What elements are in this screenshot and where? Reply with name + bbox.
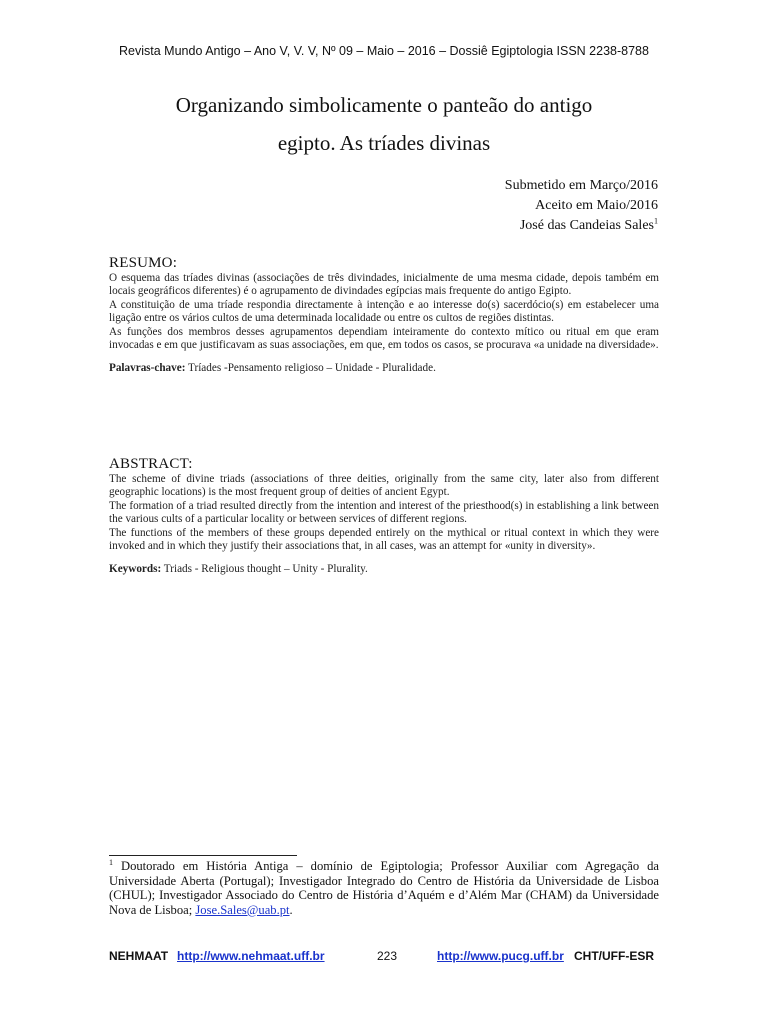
footer-link-pucg[interactable]: http://www.pucg.uff.br xyxy=(437,949,564,963)
abstract-heading: ABSTRACT: xyxy=(109,456,193,472)
resumo-heading: RESUMO: xyxy=(109,255,178,271)
resumo-paragraph-3: As funções dos membros desses agrupamentos dependiam inteiramente do contexto mítico ou ritual em que eram invocadas e em que justificavam as suas associações, em que, em todos os casos, se procurava «a unidade na diversidade». xyxy=(109,325,659,352)
footnote-email-link[interactable]: Jose.Sales@uab.pt xyxy=(195,902,290,917)
resumo-paragraph-2: A constituição de uma tríade respondia directamente à intenção e ao interesse do(s) sacerdócio(s) em estabelecer uma ligação entre os vários cultos de uma determinada localidade ou entre os cultos de regiões distintas. xyxy=(109,298,659,325)
abstract-paragraph-1: The scheme of divine triads (associations of three deities, originally from the same city, later also from different geographic locations) is the most frequent group of deities of ancient Egypt. xyxy=(109,473,659,499)
abstract-paragraph-2: The formation of a triad resulted directly from the intention and interest of the priesthood(s) in establishing a link between the various cults of a particular locality or between services of different regions. xyxy=(109,499,659,526)
resumo-keywords xyxy=(109,362,659,375)
abstract-keywords-text: Triads - Religious thought – Unity - Plurality. xyxy=(161,563,368,576)
abstract-keywords xyxy=(109,563,659,576)
author-footnote-marker[interactable]: 1 xyxy=(654,216,658,226)
abstract-paragraph-3: The functions of the members of these groups depended entirely on the mythical or ritual context in which they were invoked and in which they justify their associations that, in all cases, was an attempt for «unity in diversity». xyxy=(109,526,659,553)
page-footer xyxy=(109,949,659,967)
page-number: 223 xyxy=(377,949,398,963)
footer-label-left: NEHMAAT xyxy=(109,949,169,963)
author-name: José das Candeias Sales xyxy=(519,218,654,233)
title-line-2: egipto. As tríades divinas xyxy=(277,131,491,155)
footnote-end: . xyxy=(289,902,293,917)
running-head: Revista Mundo Antigo – Ano V, V. V, Nº 09 – Maio – 2016 – Dossiê Egiptologia ISSN 2238-8788 xyxy=(119,44,649,58)
abstract-section xyxy=(109,455,659,577)
resumo-paragraph-1: O esquema das tríades divinas (associações de três divindades, inicialmente de uma mesma cidade, depois também em locais geográficos diferentes) é o agrupamento de divindades egípcias mais frequente do antigo Egipto. xyxy=(109,272,659,298)
footer-link-nehmaat[interactable]: http://www.nehmaat.uff.br xyxy=(177,949,325,963)
article-meta xyxy=(505,176,658,236)
submitted-date: Submetido em Março/2016 xyxy=(504,178,658,193)
title-line-1: Organizando simbolicamente o panteão do antigo xyxy=(175,93,593,117)
author-line xyxy=(505,216,658,236)
resumo-section xyxy=(109,254,659,376)
article-title xyxy=(110,86,658,162)
resumo-keywords-label: Palavras-chave: xyxy=(109,362,186,375)
footnote-divider xyxy=(109,855,297,856)
abstract-keywords-label: Keywords: xyxy=(109,563,162,576)
footnote-number: 1 xyxy=(109,857,113,867)
footnote-text: Doutorado em História Antiga – domínio de Egiptologia; Professor Auxiliar com Agregação da Universidade Aberta (Portugal); Investigador Integrado do Centro de História da Universidade de Lisboa (CHUL); Investigador Associado do Centro de História d’Aquém e d’Além Mar (CHAM) da Universidade Nova de Lisboa; xyxy=(109,859,659,917)
resumo-keywords-text: Tríades -Pensamento religioso – Unidade - Pluralidade. xyxy=(185,362,436,375)
accepted-date: Aceito em Maio/2016 xyxy=(535,198,658,213)
footer-label-right: CHT/UFF-ESR xyxy=(574,949,654,963)
footnote xyxy=(109,859,659,917)
